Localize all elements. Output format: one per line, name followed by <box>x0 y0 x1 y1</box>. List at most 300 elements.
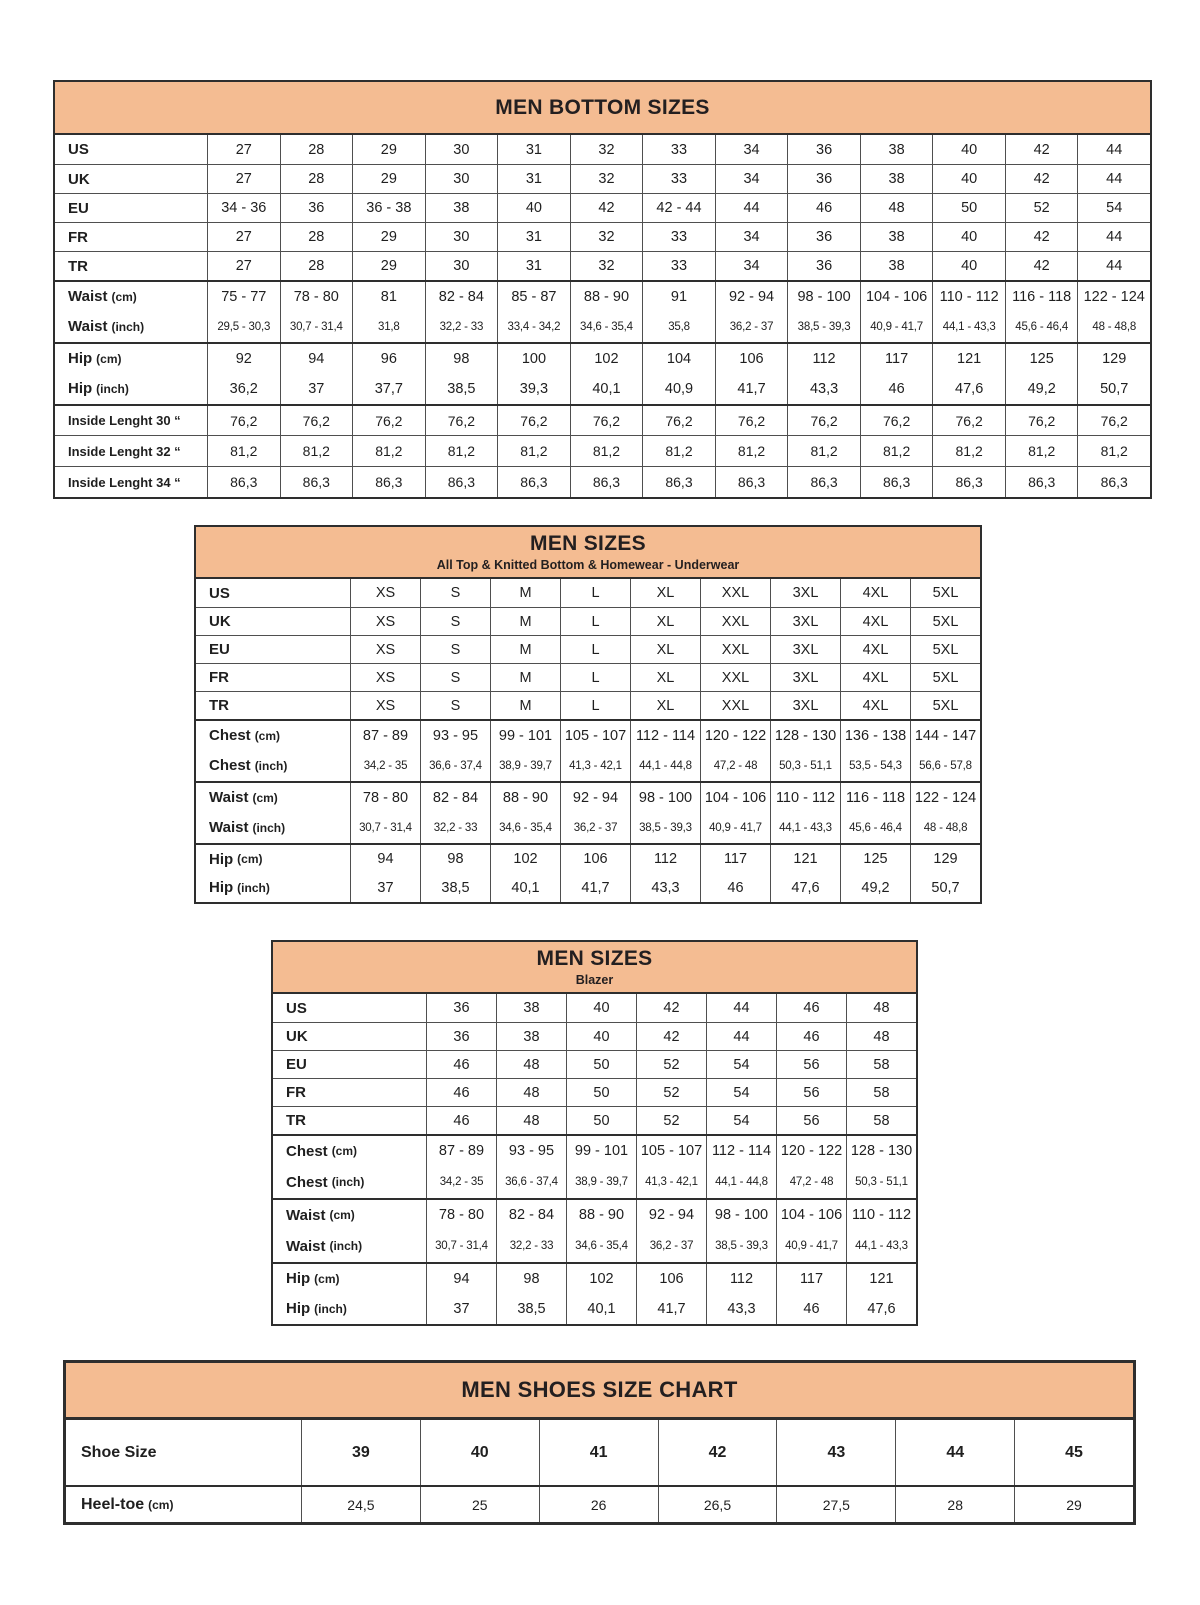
table-cell: 40 <box>566 994 636 1022</box>
row-label: FR <box>68 228 88 246</box>
table-cell: 38,9 - 39,7 <box>566 1166 636 1198</box>
table-cell: 81,2 <box>352 436 425 466</box>
row-label: Hip (inch) <box>68 380 129 397</box>
table-cell: 75 - 77 <box>207 282 280 311</box>
table-cell: 33 <box>642 223 715 251</box>
table-cell: 81,2 <box>860 436 933 466</box>
table-cell: 40,9 - 41,7 <box>776 1230 846 1262</box>
table-cell: 42 <box>658 1420 777 1485</box>
table-cell: 41,3 - 42,1 <box>636 1166 706 1198</box>
table-row <box>55 311 1150 342</box>
table-cell: 29 <box>1014 1487 1133 1522</box>
table-cell: 87 - 89 <box>426 1136 496 1166</box>
table-cell: 32 <box>570 135 643 164</box>
row-label: FR <box>209 669 229 686</box>
row-label: US <box>68 141 89 158</box>
row-label: UK <box>68 170 90 188</box>
table-cell: 40,9 - 41,7 <box>700 812 770 843</box>
table-cell: 33 <box>642 135 715 164</box>
table-cell: 29 <box>352 135 425 164</box>
table-row <box>273 1078 916 1106</box>
table-cell: M <box>490 608 560 635</box>
table-cell: 82 - 84 <box>425 282 498 311</box>
table-cell: 40 <box>932 252 1005 280</box>
table-cell: 44 <box>1077 252 1150 280</box>
row-label-unit: (inch) <box>254 758 288 773</box>
row-label: Hip (cm) <box>286 1270 340 1287</box>
table-cell: XS <box>350 664 420 691</box>
table-cell: S <box>420 692 490 719</box>
table-cell: 54 <box>1077 194 1150 222</box>
row-label: TR <box>68 257 88 275</box>
table-cell: 29 <box>352 165 425 193</box>
table-cell: M <box>490 636 560 663</box>
table-cell: 40 <box>932 223 1005 251</box>
table-cell: 34,2 - 35 <box>350 750 420 781</box>
table-cell: 30 <box>425 165 498 193</box>
table-cell: 49,2 <box>1005 373 1078 404</box>
row-label-unit: (inch) <box>331 1175 365 1189</box>
table-cell: 46 <box>776 1293 846 1324</box>
table-cell: 5XL <box>910 664 980 691</box>
table-cell: 36,2 - 37 <box>715 311 788 342</box>
table-cell: 81,2 <box>280 436 353 466</box>
row-label: EU <box>209 641 230 658</box>
table-cell: 92 - 94 <box>715 282 788 311</box>
table-cell: 29 <box>352 252 425 280</box>
row-label: US <box>286 999 307 1017</box>
table-cell: 81,2 <box>787 436 860 466</box>
table-cell: 47,2 - 48 <box>700 750 770 781</box>
table-cell: 34 <box>715 223 788 251</box>
table-cell: 76,2 <box>860 406 933 435</box>
table-cell: XS <box>350 579 420 607</box>
table-cell: 98 - 100 <box>787 282 860 311</box>
table-cell: XXL <box>700 636 770 663</box>
table-cell: 47,6 <box>770 873 840 902</box>
table-cell: 42 <box>1005 223 1078 251</box>
table-row <box>273 1198 916 1230</box>
table-cell: 38 <box>860 252 933 280</box>
table-cell: 34 <box>715 165 788 193</box>
table-cell: 78 - 80 <box>350 783 420 812</box>
table-cell: 125 <box>1005 344 1078 373</box>
table-cell: 43,3 <box>706 1293 776 1324</box>
row-label: Waist (cm) <box>286 1206 355 1224</box>
table-cell: 88 - 90 <box>566 1200 636 1230</box>
table-cell: 27,5 <box>776 1487 895 1522</box>
table-cell: 31 <box>497 223 570 251</box>
table-cell: 144 - 147 <box>910 721 980 750</box>
table-cell: 34,6 - 35,4 <box>566 1230 636 1262</box>
table-cell: 81,2 <box>207 436 280 466</box>
row-label: FR <box>286 1084 306 1101</box>
table-cell: 42 <box>1005 135 1078 164</box>
table-cell: 42 - 44 <box>642 194 715 222</box>
table-row <box>196 579 980 607</box>
table-row <box>196 663 980 691</box>
table-cell: 48 <box>860 194 933 222</box>
row-label-unit: (inch) <box>252 820 286 835</box>
table-cell: L <box>560 636 630 663</box>
row-label: TR <box>286 1112 306 1129</box>
table-cell: 32,2 - 33 <box>420 812 490 843</box>
table-cell: 122 - 124 <box>1077 282 1150 311</box>
table-cell: 28 <box>280 135 353 164</box>
table-cell: 104 <box>642 344 715 373</box>
row-label-unit: (cm) <box>254 728 281 743</box>
table-cell: 102 <box>490 845 560 873</box>
table-cell: 117 <box>700 845 770 873</box>
table-cell: 4XL <box>840 608 910 635</box>
table-cell: 112 <box>706 1264 776 1293</box>
table-cell: 92 - 94 <box>636 1200 706 1230</box>
table-cell: 76,2 <box>1005 406 1078 435</box>
table-title: MEN SIZES <box>530 532 646 556</box>
table-cell: 86,3 <box>497 467 570 497</box>
row-label: Chest (inch) <box>286 1173 365 1191</box>
table-body <box>55 135 1150 497</box>
table-cell: 76,2 <box>570 406 643 435</box>
table-cell: 24,5 <box>301 1487 420 1522</box>
table-row <box>55 164 1150 193</box>
table-cell: 44 <box>1077 223 1150 251</box>
table-row <box>273 994 916 1022</box>
table-cell: 86,3 <box>570 467 643 497</box>
men-bottom-sizes-table <box>53 80 1152 499</box>
row-label-unit: (cm) <box>237 852 263 866</box>
table-cell: 52 <box>636 1107 706 1134</box>
row-label-unit: (inch) <box>237 880 270 895</box>
table-cell: XL <box>630 692 700 719</box>
table-cell: 43,3 <box>630 873 700 902</box>
table-cell: XS <box>350 636 420 663</box>
table-row <box>66 1485 1133 1522</box>
table-cell: 120 - 122 <box>776 1136 846 1166</box>
table-cell: 4XL <box>840 636 910 663</box>
table-cell: 102 <box>566 1264 636 1293</box>
table-cell: 5XL <box>910 636 980 663</box>
table-cell: 52 <box>1005 194 1078 222</box>
table-cell: 98 <box>496 1264 566 1293</box>
table-cell: 76,2 <box>787 406 860 435</box>
table-cell: 86,3 <box>1005 467 1078 497</box>
table-cell: 81 <box>352 282 425 311</box>
row-label: UK <box>286 1028 308 1045</box>
table-cell: 44 <box>1077 165 1150 193</box>
table-cell: 38,5 <box>425 373 498 404</box>
table-cell: 48 <box>496 1051 566 1078</box>
table-cell: 34 <box>715 252 788 280</box>
table-cell: 106 <box>715 344 788 373</box>
table-cell: 38,5 - 39,3 <box>630 812 700 843</box>
table-cell: 45,6 - 46,4 <box>840 812 910 843</box>
table-cell: 128 - 130 <box>846 1136 916 1166</box>
table-cell: 36 <box>787 252 860 280</box>
table-cell: 44 <box>715 194 788 222</box>
table-cell: 125 <box>840 845 910 873</box>
table-cell: 44,1 - 44,8 <box>706 1166 776 1198</box>
table-cell: 34 - 36 <box>207 194 280 222</box>
table-cell: 40,9 <box>642 373 715 404</box>
table-cell: 86,3 <box>642 467 715 497</box>
row-label: TR <box>209 697 229 714</box>
table-cell: M <box>490 579 560 607</box>
table-cell: 136 - 138 <box>840 721 910 750</box>
table-cell: 129 <box>910 845 980 873</box>
table-cell: 31 <box>497 165 570 193</box>
table-cell: 122 - 124 <box>910 783 980 812</box>
table-cell: 41,7 <box>560 873 630 902</box>
table-cell: 86,3 <box>352 467 425 497</box>
table-row <box>55 342 1150 373</box>
table-cell: 44,1 - 43,3 <box>770 812 840 843</box>
table-cell: 41 <box>539 1420 658 1485</box>
table-cell: 86,3 <box>207 467 280 497</box>
table-cell: 129 <box>1077 344 1150 373</box>
table-cell: 47,2 - 48 <box>776 1166 846 1198</box>
table-cell: 112 <box>630 845 700 873</box>
table-cell: 49,2 <box>840 873 910 902</box>
table-cell: 43 <box>776 1420 895 1485</box>
table-cell: 50,7 <box>1077 373 1150 404</box>
table-cell: XXL <box>700 692 770 719</box>
table-title: MEN SHOES SIZE CHART <box>461 1376 738 1402</box>
table-cell: 86,3 <box>425 467 498 497</box>
table-cell: 31,8 <box>352 311 425 342</box>
table-cell: 78 - 80 <box>280 282 353 311</box>
table-cell: 36 <box>280 194 353 222</box>
table-cell: XXL <box>700 579 770 607</box>
row-label: Heel-toe (cm) <box>81 1495 174 1513</box>
table-row <box>66 1420 1133 1485</box>
table-subtitle: All Top & Knitted Bottom & Homewear - Underwear <box>436 557 740 572</box>
table-row <box>273 1022 916 1050</box>
table-cell: 46 <box>776 994 846 1022</box>
table-cell: 32,2 - 33 <box>496 1230 566 1262</box>
row-label: Waist (inch) <box>209 819 286 836</box>
table-cell: 39,3 <box>497 373 570 404</box>
table-cell: 33,4 - 34,2 <box>497 311 570 342</box>
table-cell: 40 <box>420 1420 539 1485</box>
table-cell: 76,2 <box>425 406 498 435</box>
table-cell: 28 <box>280 252 353 280</box>
table-row <box>196 812 980 843</box>
table-cell: 38 <box>860 223 933 251</box>
table-cell: 76,2 <box>1077 406 1150 435</box>
table-cell: 32 <box>570 223 643 251</box>
table-cell: 39 <box>301 1420 420 1485</box>
table-cell: 81,2 <box>425 436 498 466</box>
table-cell: 41,3 - 42,1 <box>560 750 630 781</box>
table-cell: 116 - 118 <box>1005 282 1078 311</box>
table-cell: 31 <box>497 252 570 280</box>
table-cell: 50,3 - 51,1 <box>846 1166 916 1198</box>
table-cell: 76,2 <box>932 406 1005 435</box>
table-cell: L <box>560 608 630 635</box>
table-cell: 86,3 <box>280 467 353 497</box>
table-cell: 82 - 84 <box>496 1200 566 1230</box>
table-cell: 3XL <box>770 579 840 607</box>
table-cell: 28 <box>895 1487 1014 1522</box>
table-cell: 46 <box>776 1023 846 1050</box>
table-cell: 41,7 <box>715 373 788 404</box>
table-cell: 4XL <box>840 579 910 607</box>
table-cell: 38,5 - 39,3 <box>787 311 860 342</box>
table-cell: 26,5 <box>658 1487 777 1522</box>
row-label: Chest (cm) <box>209 727 281 744</box>
table-cell: 112 - 114 <box>706 1136 776 1166</box>
table-cell: 38 <box>425 194 498 222</box>
table-cell: 92 <box>207 344 280 373</box>
table-cell: 38 <box>860 165 933 193</box>
table-cell: 43,3 <box>787 373 860 404</box>
table-cell: 34 <box>715 135 788 164</box>
table-cell: 58 <box>846 1107 916 1134</box>
table-cell: 30 <box>425 135 498 164</box>
table-cell: 31 <box>497 135 570 164</box>
row-label-unit: (cm) <box>329 1208 355 1222</box>
table-cell: XXL <box>700 664 770 691</box>
table-cell: 26 <box>539 1487 658 1522</box>
men-shoes-size-chart-table <box>63 1360 1136 1525</box>
table-cell: 112 <box>787 344 860 373</box>
table-cell: 38,5 <box>420 873 490 902</box>
row-label: Hip (inch) <box>209 879 270 896</box>
table-cell: 36,2 - 37 <box>560 812 630 843</box>
table-cell: XS <box>350 692 420 719</box>
table-cell: 48 - 48,8 <box>1077 311 1150 342</box>
table-cell: 116 - 118 <box>840 783 910 812</box>
row-label: Hip (cm) <box>209 850 263 868</box>
table-row <box>196 691 980 719</box>
table-cell: 44 <box>895 1420 1014 1485</box>
table-cell: 38,5 <box>496 1293 566 1324</box>
table-cell: 30,7 - 31,4 <box>426 1230 496 1262</box>
table-cell: 56 <box>776 1051 846 1078</box>
table-cell: 40,1 <box>566 1293 636 1324</box>
table-cell: 38,9 - 39,7 <box>490 750 560 781</box>
row-label: Inside Lenght 30 “ <box>68 413 181 428</box>
table-row <box>273 1293 916 1324</box>
table-cell: 81,2 <box>932 436 1005 466</box>
table-cell: M <box>490 664 560 691</box>
table-cell: S <box>420 579 490 607</box>
men-sizes-blazer-table <box>271 940 918 1326</box>
table-cell: 102 <box>570 344 643 373</box>
table-cell: 48 <box>496 1079 566 1106</box>
row-label-unit: (cm) <box>148 1497 174 1512</box>
table-header <box>273 942 916 994</box>
row-label: US <box>209 584 230 602</box>
table-cell: 94 <box>426 1264 496 1293</box>
table-row <box>273 1262 916 1293</box>
row-label: Hip (cm) <box>68 350 122 367</box>
table-cell: 50 <box>932 194 1005 222</box>
table-cell: 36,6 - 37,4 <box>496 1166 566 1198</box>
men-sizes-top-table <box>194 525 982 904</box>
table-cell: 98 - 100 <box>630 783 700 812</box>
row-label: UK <box>209 613 231 630</box>
table-cell: 48 - 48,8 <box>910 812 980 843</box>
row-label: Waist (cm) <box>209 789 278 806</box>
table-cell: 34,2 - 35 <box>426 1166 496 1198</box>
table-row <box>273 1230 916 1262</box>
table-cell: 33 <box>642 165 715 193</box>
table-cell: 5XL <box>910 692 980 719</box>
table-cell: M <box>490 692 560 719</box>
table-cell: XL <box>630 608 700 635</box>
table-cell: 48 <box>846 994 916 1022</box>
table-cell: 110 - 112 <box>846 1200 916 1230</box>
table-cell: 104 - 106 <box>700 783 770 812</box>
table-cell: 78 - 80 <box>426 1200 496 1230</box>
table-row <box>55 280 1150 311</box>
table-cell: 99 - 101 <box>566 1136 636 1166</box>
table-cell: 91 <box>642 282 715 311</box>
table-cell: 36 <box>787 223 860 251</box>
table-cell: L <box>560 664 630 691</box>
table-body <box>66 1420 1133 1522</box>
table-cell: 28 <box>280 223 353 251</box>
table-cell: 58 <box>846 1051 916 1078</box>
table-cell: L <box>560 579 630 607</box>
row-label: Chest (inch) <box>209 757 288 774</box>
row-label: EU <box>68 199 89 217</box>
row-label: Waist (inch) <box>286 1237 363 1255</box>
table-cell: 40,9 - 41,7 <box>860 311 933 342</box>
table-cell: 81,2 <box>1077 436 1150 466</box>
table-cell: 50 <box>566 1107 636 1134</box>
table-cell: 104 - 106 <box>860 282 933 311</box>
table-row <box>55 435 1150 466</box>
table-cell: XS <box>350 608 420 635</box>
table-cell: 38 <box>496 1023 566 1050</box>
table-row <box>55 466 1150 497</box>
table-cell: 45 <box>1014 1420 1133 1485</box>
table-cell: 25 <box>420 1487 539 1522</box>
table-cell: 40 <box>497 194 570 222</box>
table-cell: 30,7 - 31,4 <box>350 812 420 843</box>
table-cell: 93 - 95 <box>420 721 490 750</box>
table-cell: 121 <box>932 344 1005 373</box>
table-cell: 98 <box>425 344 498 373</box>
table-cell: 94 <box>280 344 353 373</box>
table-cell: 54 <box>706 1051 776 1078</box>
table-cell: 88 - 90 <box>570 282 643 311</box>
table-cell: 94 <box>350 845 420 873</box>
table-cell: 82 - 84 <box>420 783 490 812</box>
table-cell: 117 <box>776 1264 846 1293</box>
table-cell: 36 <box>426 994 496 1022</box>
row-label: EU <box>286 1056 307 1073</box>
row-label: Inside Lenght 32 “ <box>68 443 181 459</box>
table-cell: 99 - 101 <box>490 721 560 750</box>
table-cell: 76,2 <box>207 406 280 435</box>
table-cell: 88 - 90 <box>490 783 560 812</box>
row-label: Hip (inch) <box>286 1300 347 1317</box>
table-cell: 27 <box>207 223 280 251</box>
table-cell: 48 <box>496 1107 566 1134</box>
table-cell: 30 <box>425 223 498 251</box>
table-cell: 86,3 <box>715 467 788 497</box>
table-cell: 32 <box>570 252 643 280</box>
row-label: Waist (inch) <box>68 318 145 335</box>
table-cell: 85 - 87 <box>497 282 570 311</box>
table-cell: 32 <box>570 165 643 193</box>
table-cell: 110 - 112 <box>770 783 840 812</box>
table-row <box>273 1050 916 1078</box>
